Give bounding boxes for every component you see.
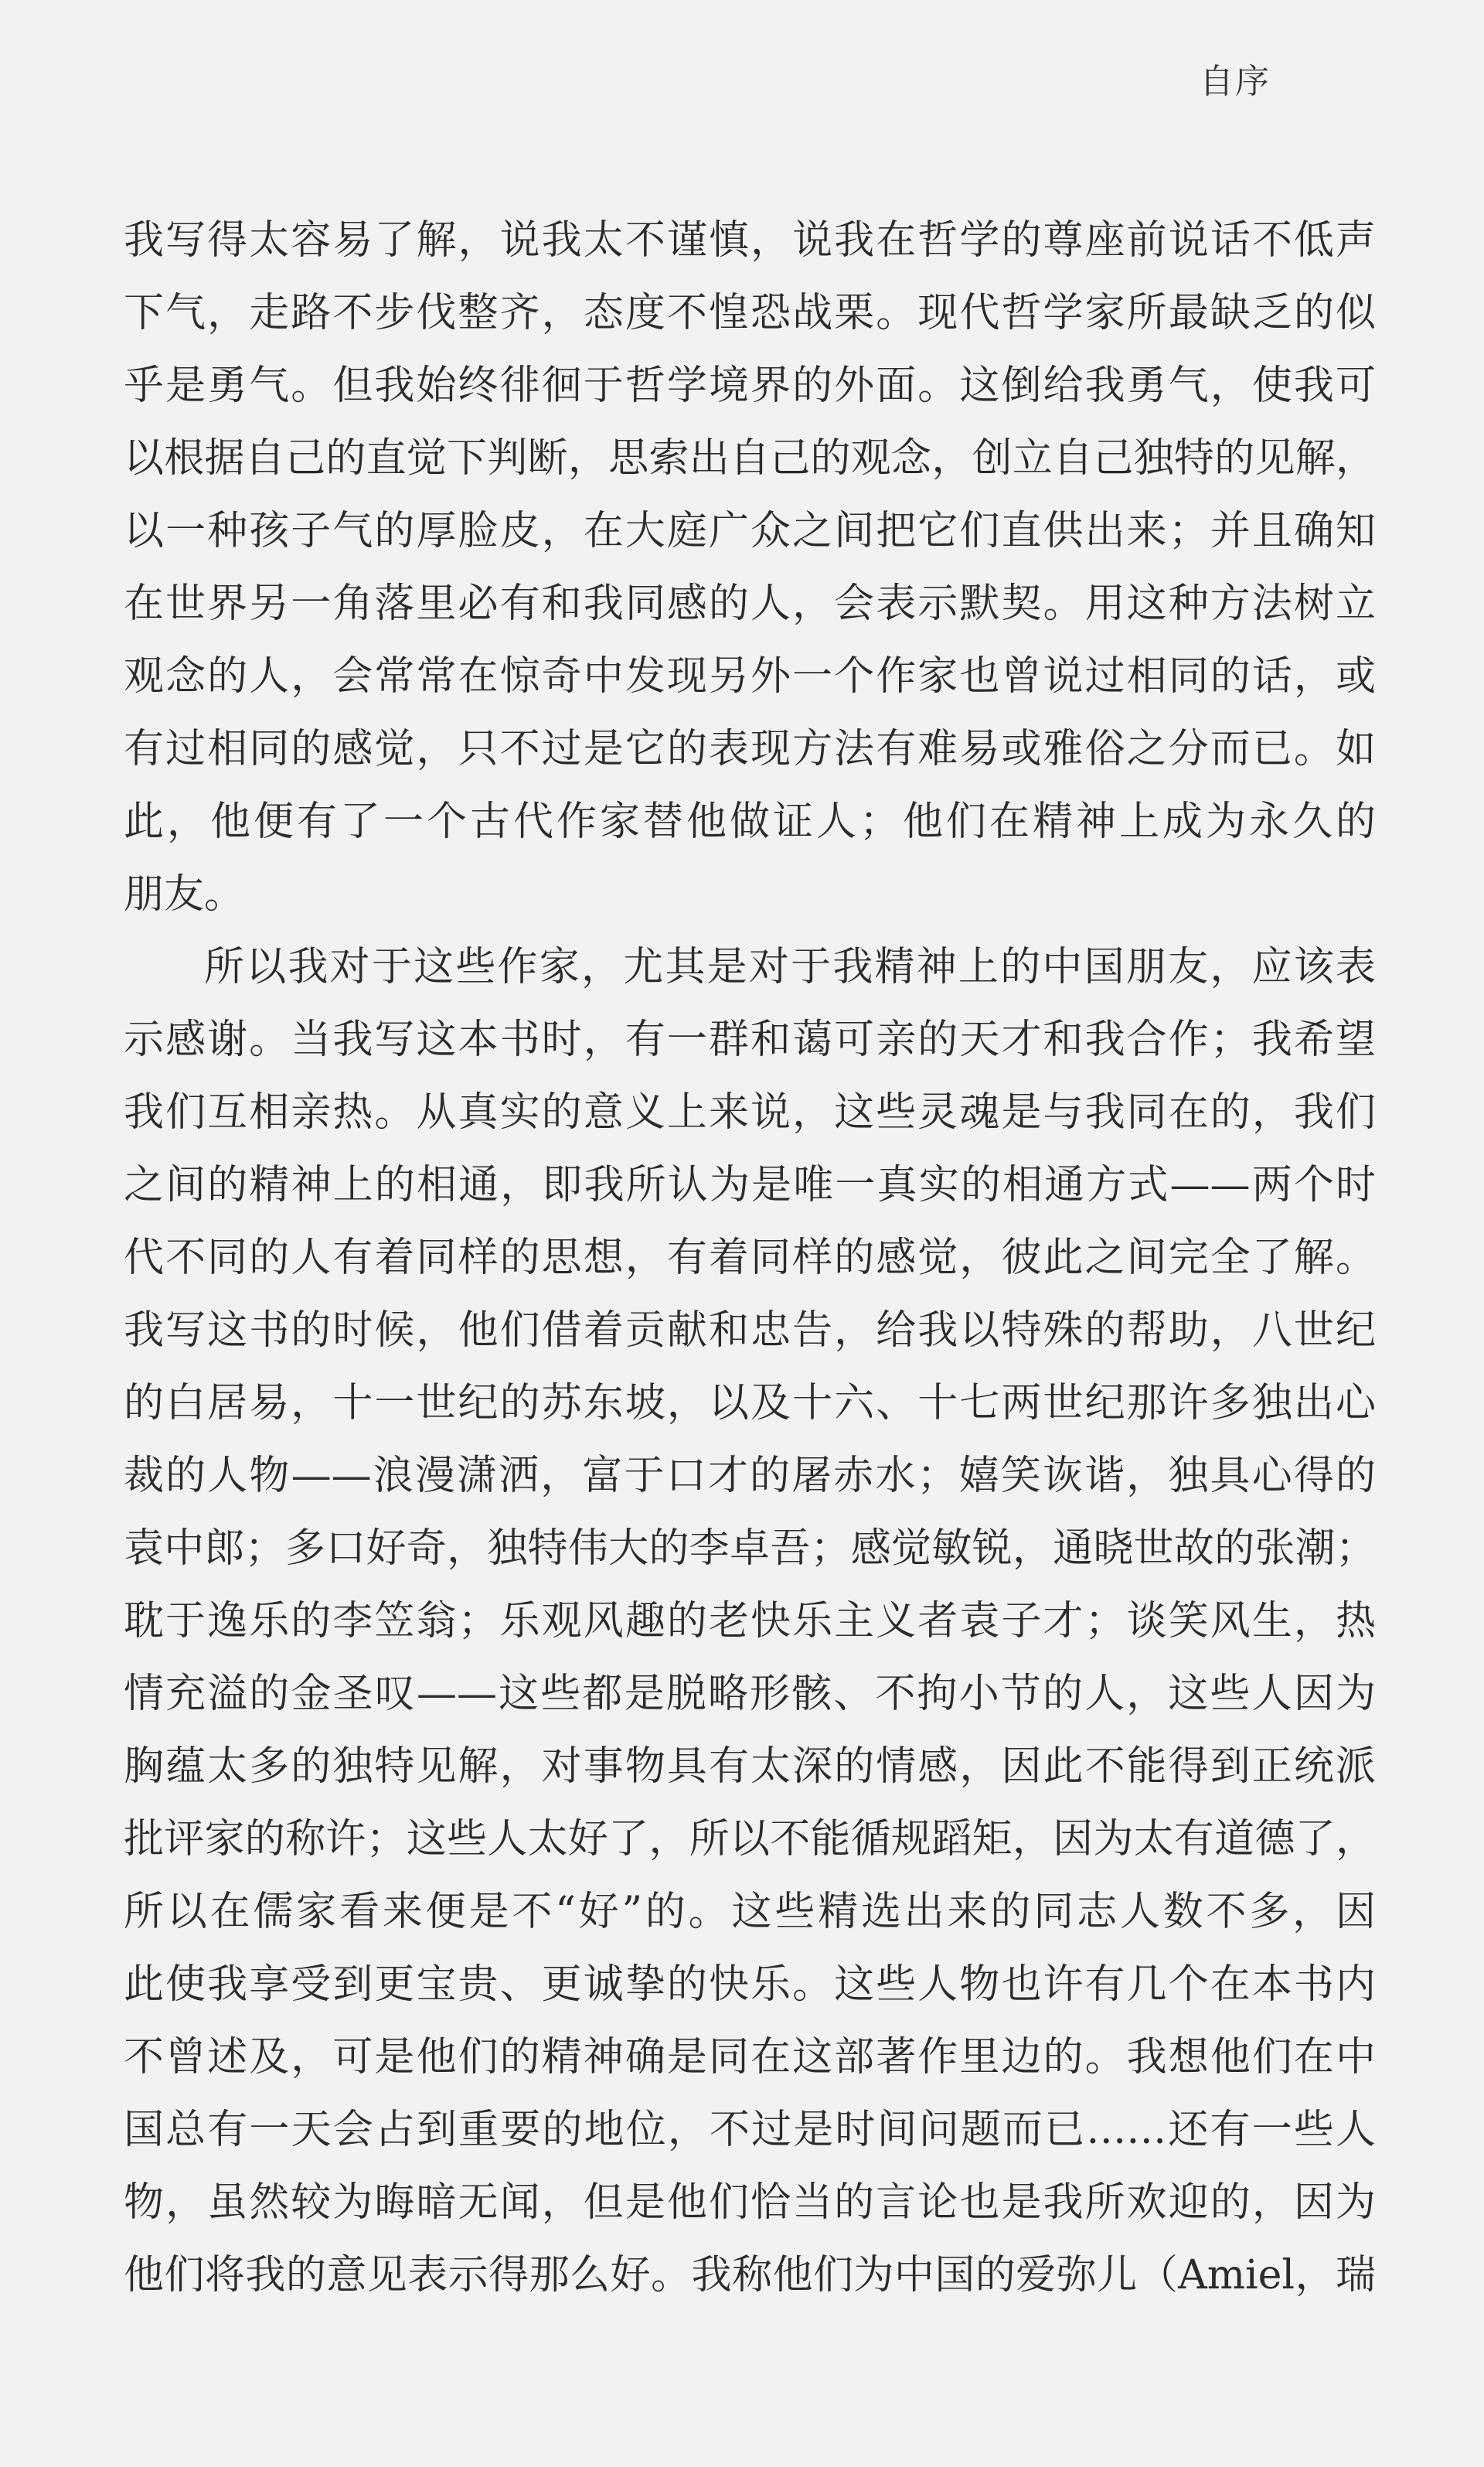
text-line: 在世界另一角落里必有和我同感的人，会表示默契。用这种方法树立 (124, 581, 1376, 627)
running-header-title: 自序 (1200, 62, 1271, 101)
text-line: 此，他便有了一个古代作家替他做证人；他们在精神上成为永久的 (124, 799, 1376, 845)
text-line: 下气，走路不步伐整齐，态度不惶恐战栗。现代哲学家所最缺乏的似 (124, 290, 1376, 336)
text-line: 观念的人，会常常在惊奇中发现另外一个作家也曾说过相同的话，或 (124, 653, 1376, 700)
text-line: 以一种孩子气的厚脸皮，在大庭广众之间把它们直供出来；并且确知 (124, 508, 1376, 554)
text-line: 乎是勇气。但我始终徘徊于哲学境界的外面。这倒给我勇气，使我可 (124, 363, 1376, 409)
text-line: 此使我享受到更宝贵、更诚挚的快乐。这些人物也许有几个在本书内 (124, 1961, 1376, 2008)
text-line: 我写得太容易了解，说我太不谨慎，说我在哲学的尊座前说话不低声 (124, 217, 1376, 264)
text-line: 不曾述及，可是他们的精神确是同在这部著作里边的。我想他们在中 (124, 2034, 1376, 2080)
text-line: 我写这书的时候，他们借着贡献和忠告，给我以特殊的帮助，八世纪 (124, 1307, 1376, 1354)
text-line: 他们将我的意见表示得那么好。我称他们为中国的爱弥儿（Amiel，瑞 (124, 2252, 1376, 2298)
text-line: 袁中郎；多口好奇，独特伟大的李卓吾；感觉敏锐，通晓世故的张潮； (124, 1525, 1376, 1572)
text-line: 示感谢。当我写这本书时，有一群和蔼可亲的天才和我合作；我希望 (124, 1017, 1376, 1063)
text-line: 裁的人物——浪漫潇洒，富于口才的屠赤水；嬉笑诙谐，独具心得的 (124, 1453, 1376, 1499)
text-line: 批评家的称许；这些人太好了，所以不能循规蹈矩，因为太有道德了， (124, 1816, 1376, 1862)
text-line: 情充溢的金圣叹——这些都是脱略形骸、不拘小节的人，这些人因为 (124, 1671, 1376, 1717)
text-line: 之间的精神上的相通，即我所认为是唯一真实的相通方式——两个时 (124, 1162, 1376, 1208)
text-line: 胸蕴太多的独特见解，对事物具有太深的情感，因此不能得到正统派 (124, 1743, 1376, 1790)
text-line: 有过相同的感觉，只不过是它的表现方法有难易或雅俗之分而已。如 (124, 726, 1376, 772)
text-line: 所以在儒家看来便是不“好”的。这些精选出来的同志人数不多，因 (124, 1889, 1376, 1935)
text-line: 以根据自己的直觉下判断，思索出自己的观念，创立自己独特的见解， (124, 435, 1376, 482)
text-line: 国总有一天会占到重要的地位，不过是时间问题而已……还有一些人 (124, 2107, 1376, 2153)
text-line: 物，虽然较为晦暗无闻，但是他们恰当的言论也是我所欢迎的，因为 (124, 2179, 1376, 2226)
text-line: 的白居易，十一世纪的苏东坡，以及十六、十七两世纪那许多独出心 (124, 1380, 1376, 1426)
text-line: 我们互相亲热。从真实的意义上来说，这些灵魂是与我同在的，我们 (124, 1089, 1376, 1136)
text-line: 所以我对于这些作家，尤其是对于我精神上的中国朋友，应该表 (204, 944, 1376, 990)
text-line: 代不同的人有着同样的思想，有着同样的感觉，彼此之间完全了解。 (124, 1235, 1376, 1281)
text-line: 朋友。 (124, 871, 245, 918)
body-text (124, 204, 1376, 2312)
text-line: 耽于逸乐的李笠翁；乐观风趣的老快乐主义者袁子才；谈笑风生，热 (124, 1598, 1376, 1644)
